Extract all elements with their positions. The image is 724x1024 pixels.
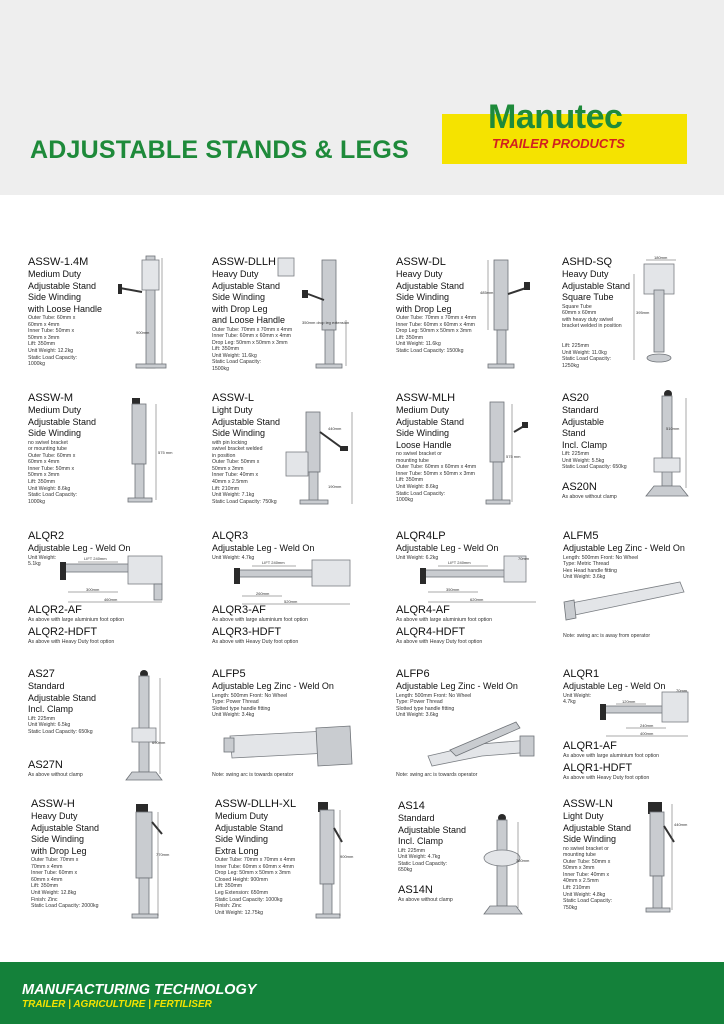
stand-image (480, 398, 530, 510)
dim-label: 70mm (676, 688, 688, 693)
page-title: ADJUSTABLE STANDS & LEGS (30, 136, 409, 164)
product-variant-code: ALQR1-AF (563, 740, 617, 752)
product-code: ALQR2 (28, 530, 65, 542)
dim-label: 350mm drop leg extension (302, 320, 350, 325)
dim-label: 120mm (622, 699, 636, 704)
product-title: Adjustable Leg Zinc - Weld On (563, 543, 685, 553)
page-footer (0, 962, 724, 1024)
dim-label: 180mm (654, 255, 668, 260)
product-title: Light Duty Adjustable Stand Side Winding (563, 811, 632, 844)
product-variant-note: As above with large aluminium foot option (563, 753, 660, 759)
product-variant-note: As above with Heavy Duty foot option (28, 638, 115, 645)
product-variant-note: As above without clamp (398, 896, 453, 903)
product-variant-note: As above with Heavy Duty foot option (396, 638, 483, 645)
stand-image (272, 254, 360, 372)
product-specs: Length: 500mm Front: No Wheel Type: Power Thread Slotted type handle fitting Unit Weight: 3.4kg (212, 692, 288, 719)
product-code: ASSW-DL (396, 256, 446, 268)
product-variant-note: As above with large aluminium foot option (212, 617, 309, 623)
leg-image (418, 550, 542, 606)
dim-label: 440mm (328, 426, 342, 431)
product-variant-note: As above without clamp (28, 772, 83, 779)
dim-label: 395mm (636, 310, 650, 315)
leg-image (232, 556, 356, 608)
product-title: Heavy Duty Adjustable Stand Square Tube (562, 269, 631, 302)
product-alqr3-variants (212, 604, 362, 645)
product-title: Adjustable Leg Zinc - Weld On (396, 681, 518, 691)
product-code: ASHD-SQ (562, 256, 613, 268)
leg-image (420, 716, 542, 772)
stand-image (640, 798, 696, 922)
product-specs: Unit Weight: 4.7kg (563, 692, 592, 706)
dim-label: 400mm (640, 731, 654, 736)
dim-label: LIFT 240mm (448, 560, 471, 565)
product-specs: Outer Tube: 70mm x 70mm x 4mm Inner Tube: 60mm x 60mm x 4mm Drop Leg: 50mm x 50mm x 3mm Closed Height: 900mm Lift: 350mm Leg Extension: 650mm Static Load Capacity: 1000kg Finish: Zinc Unit Weight: 12.75kg (215, 857, 296, 916)
product-assw-dllh-xl (215, 798, 325, 916)
product-variant-note: As above with Heavy Duty foot option (563, 774, 650, 781)
dim-label: 440mm (674, 822, 688, 827)
product-code: ALFP6 (396, 668, 430, 680)
product-variant-code: ALQR1-HDFT (563, 761, 633, 774)
product-specs: Lift: 225mm Unit Weight: 6.5kg Static Load Capacity: 650kg (28, 715, 93, 735)
product-specs: no swivel bracket or mounting tube Outer Tube: 60mm x 60mm x 4mm Inner Tube: 50mm x 50mm x 3mm Lift: 350mm Unit Weight: 8.6kg Static Load Capacity: 1000kg (28, 439, 78, 505)
stand-image (640, 388, 696, 506)
product-code: ASSW-MLH (396, 392, 456, 404)
product-specs: with pin locking swivel bracket welded in position Outer Tube: 50mm x 50mm x 3mm Inner Tube: 40mm x 40mm x 2.5mm Lift: 210mm Unit Weight: 7.1kg Static Load Capacity: 750kg (212, 439, 277, 505)
stand-image (124, 668, 174, 786)
dim-label: LIFT 240mm (262, 560, 285, 565)
product-code: AS14 (398, 800, 425, 812)
product-assw-ln (563, 798, 643, 911)
product-code: ASSW-DLLH (212, 256, 276, 268)
product-specs: Square Tube 60mm x 60mm with heavy duty swivel bracket welded in position Lift: 225mm Unit Weight: 11.0kg Static Load Capacity: 1250kg (562, 303, 622, 369)
dim-label: 620mm (470, 597, 484, 602)
product-code: ASSW-1.4M (28, 256, 89, 268)
product-variant-code: AS14N (398, 883, 433, 896)
dim-label: 350mm (446, 587, 460, 592)
product-alqr1-variants (563, 740, 713, 781)
product-title: Standard Adjustable Stand Incl. Clamp (398, 813, 467, 846)
product-variant-note: As above with large aluminium foot option (396, 617, 493, 623)
product-variant-note: As above with Heavy Duty foot option (212, 638, 299, 645)
dim-label: 520mm (284, 599, 298, 604)
product-title: Standard Adjustable Stand Incl. Clamp (28, 681, 97, 714)
product-specs: Length: 500mm Front: No Wheel Type: Power Thread Slotted type handle fitting Unit Weight: 3.6kg (396, 692, 472, 719)
page-header (0, 0, 724, 195)
product-code: AS27 (28, 668, 55, 680)
logo-tagline: TRAILER PRODUCTS (492, 136, 625, 151)
product-specs: Outer Tube: 70mm x 70mm x 4mm Inner Tube: 60mm x 60mm x 4mm Lift: 350mm Unit Weight: 12.8kg Finish: Zinc Static Load Capacity: 2000kg (31, 857, 99, 910)
dim-label: 190mm (328, 484, 342, 489)
dim-label: 240mm (640, 723, 654, 728)
product-variant-code: ALQR3-AF (212, 604, 266, 616)
product-title: Medium Duty Adjustable Stand Side Winding (28, 405, 97, 438)
product-specs: no swivel bracket or mounting tube Outer Tube: 60mm x 60mm x 4mm Inner Tube: 50mm x 50mm x 3mm Lift: 350mm Unit Weight: 8.6kg Static Load Capacity: 1000kg (396, 451, 477, 504)
stand-image (480, 254, 540, 372)
product-specs: Length: 500mm Front: No Wheel Type: Metric Thread Hex Head handle fitting Unit Weight: 3.6kg (563, 554, 639, 581)
product-title: Standard Adjustable Stand Incl. Clamp (562, 405, 608, 450)
leg-image (560, 574, 690, 630)
stand-image (478, 812, 542, 920)
product-specs: no swivel bracket or mounting tube Outer Tube: 50mm x 50mm x 3mm Inner Tube: 40mm x 40mm x 2.5mm Lift: 210mm Unit Weight: 4.8kg Static Load Capacity: 750kg (563, 845, 613, 911)
product-assw-m (28, 392, 128, 505)
product-assw-h (31, 798, 141, 910)
product-as27 (28, 668, 138, 779)
product-alfp5-note (212, 772, 362, 779)
stand-image (628, 254, 688, 372)
stand-image (312, 798, 362, 926)
product-code: ASSW-H (31, 798, 75, 810)
product-note: Note: swing arc is towards operator (396, 772, 478, 778)
product-variant-code: ALQR4-HDFT (396, 625, 466, 638)
product-code: ASSW-L (212, 392, 254, 404)
leg-image (58, 548, 174, 606)
product-title: Adjustable Leg - Weld On (212, 543, 315, 553)
dim-label: 900mm (136, 330, 150, 335)
dim-label: 575 mm (506, 454, 521, 459)
stand-image (282, 406, 362, 510)
product-specs: Outer Tube: 70mm x 70mm x 4mm Inner Tube: 60mm x 60mm x 4mm Drop Leg: 50mm x 50mm x 3mm Lift: 350mm Unit Weight: 11.6kg Static Load Capacity: 1500kg (396, 315, 477, 354)
product-variant-code: ALQR3-HDFT (212, 625, 282, 638)
dim-label: 770mm (156, 852, 170, 857)
brand-logo (442, 98, 687, 164)
product-alfp6-note (396, 772, 546, 779)
dim-label: 900mm (340, 854, 354, 859)
dim-label: 510mm (666, 426, 680, 431)
logo-name: Manutec (488, 98, 623, 136)
product-title: Adjustable Leg Zinc - Weld On (212, 681, 334, 691)
leg-image (220, 722, 360, 770)
product-code: ASSW-DLLH-XL (215, 798, 297, 810)
product-title: Adjustable Leg - Weld On (396, 543, 499, 553)
product-variant-note: As above without clamp (562, 493, 617, 500)
product-variant-code: ALQR2-AF (28, 604, 82, 616)
dim-label: 575 mm (158, 450, 173, 455)
product-specs: Lift: 225mm Unit Weight: 5.5kg Static Load Capacity: 650kg (562, 451, 627, 471)
footer-tagline: TRAILER | AGRICULTURE | FERTILISER (22, 999, 212, 1010)
product-title: Heavy Duty Adjustable Stand Side Winding with Drop Leg (31, 811, 100, 856)
dim-label: 460mm (104, 597, 118, 602)
product-title: Heavy Duty Adjustable Stand Side Winding with Drop Leg and Loose Handle (212, 269, 286, 325)
product-code: ALQR4LP (396, 530, 446, 542)
product-title: Adjustable Leg - Weld On (563, 681, 666, 691)
product-alfp6 (396, 668, 546, 719)
product-specs: Outer Tube: 70mm x 70mm x 4mm Inner Tube: 60mm x 60mm x 4mm Drop Leg: 50mm x 50mm x 3mm Lift: 350mm Unit Weight: 11.6kg Static Load Capacity: 1500kg (212, 326, 293, 373)
product-variant-note: As above with large aluminium foot option (28, 617, 125, 623)
product-specs: Unit Weight: 6.2kg (396, 554, 439, 561)
product-code: ALQR3 (212, 530, 249, 542)
dim-label: 70mm (518, 556, 530, 561)
product-code: ALFP5 (212, 668, 246, 680)
dim-label: 260mm (256, 591, 270, 596)
product-code: ALQR1 (563, 668, 600, 680)
dim-label: 485mm (480, 290, 494, 295)
product-variant-code: ALQR2-HDFT (28, 625, 98, 638)
product-title: Heavy Duty Adjustable Stand Side Winding with Drop Leg (396, 269, 465, 314)
dim-label: 690mm (152, 740, 166, 745)
product-alqr2-variants (28, 604, 178, 645)
product-variant-code: AS27N (28, 759, 63, 772)
product-title: Medium Duty Adjustable Stand Side Winding Extra Long (215, 811, 284, 856)
leg-image (596, 684, 696, 740)
product-title: Adjustable Leg - Weld On (28, 543, 131, 553)
product-variant-code: ALQR4-AF (396, 604, 450, 616)
stand-image (126, 800, 176, 926)
product-variant-code: AS20N (562, 480, 597, 493)
product-alfm5-note (563, 633, 713, 640)
product-code: ASSW-LN (563, 798, 613, 810)
product-as20 (562, 392, 642, 500)
product-alfp5 (212, 668, 362, 719)
dim-label: LIFT 240mm (84, 556, 107, 561)
product-code: ASSW-M (28, 392, 74, 404)
product-note: Note: swing arc is away from operator (563, 633, 651, 639)
footer-heading: MANUFACTURING TECHNOLOGY (22, 982, 257, 998)
product-note: Note: swing arc is towards operator (212, 772, 294, 778)
product-specs: Unit Weight: 5.1kg (28, 554, 57, 568)
product-title: Medium Duty Adjustable Stand Side Winding Loose Handle (396, 405, 465, 450)
dim-label: 360mm (516, 858, 530, 863)
dim-label: 300mm (86, 587, 100, 592)
product-alqr4-variants (396, 604, 546, 645)
product-specs: Outer Tube: 60mm x 60mm x 4mm Inner Tube: 50mm x 50mm x 3mm Lift: 350mm Unit Weight: 12.2kg Static Load Capacity: 1000kg (28, 315, 78, 368)
product-specs: Lift: 225mm Unit Weight: 4.7kg Static Load Capacity: 650kg (398, 847, 448, 874)
product-title: Medium Duty Adjustable Stand Side Winding with Loose Handle (28, 269, 103, 314)
stand-image (112, 252, 168, 372)
product-specs: Unit Weight: 4.7kg (212, 554, 255, 561)
product-code: AS20 (562, 392, 589, 404)
product-code: ALFM5 (563, 530, 599, 542)
product-title: Light Duty Adjustable Stand Side Winding (212, 405, 281, 438)
stand-image (120, 394, 173, 510)
